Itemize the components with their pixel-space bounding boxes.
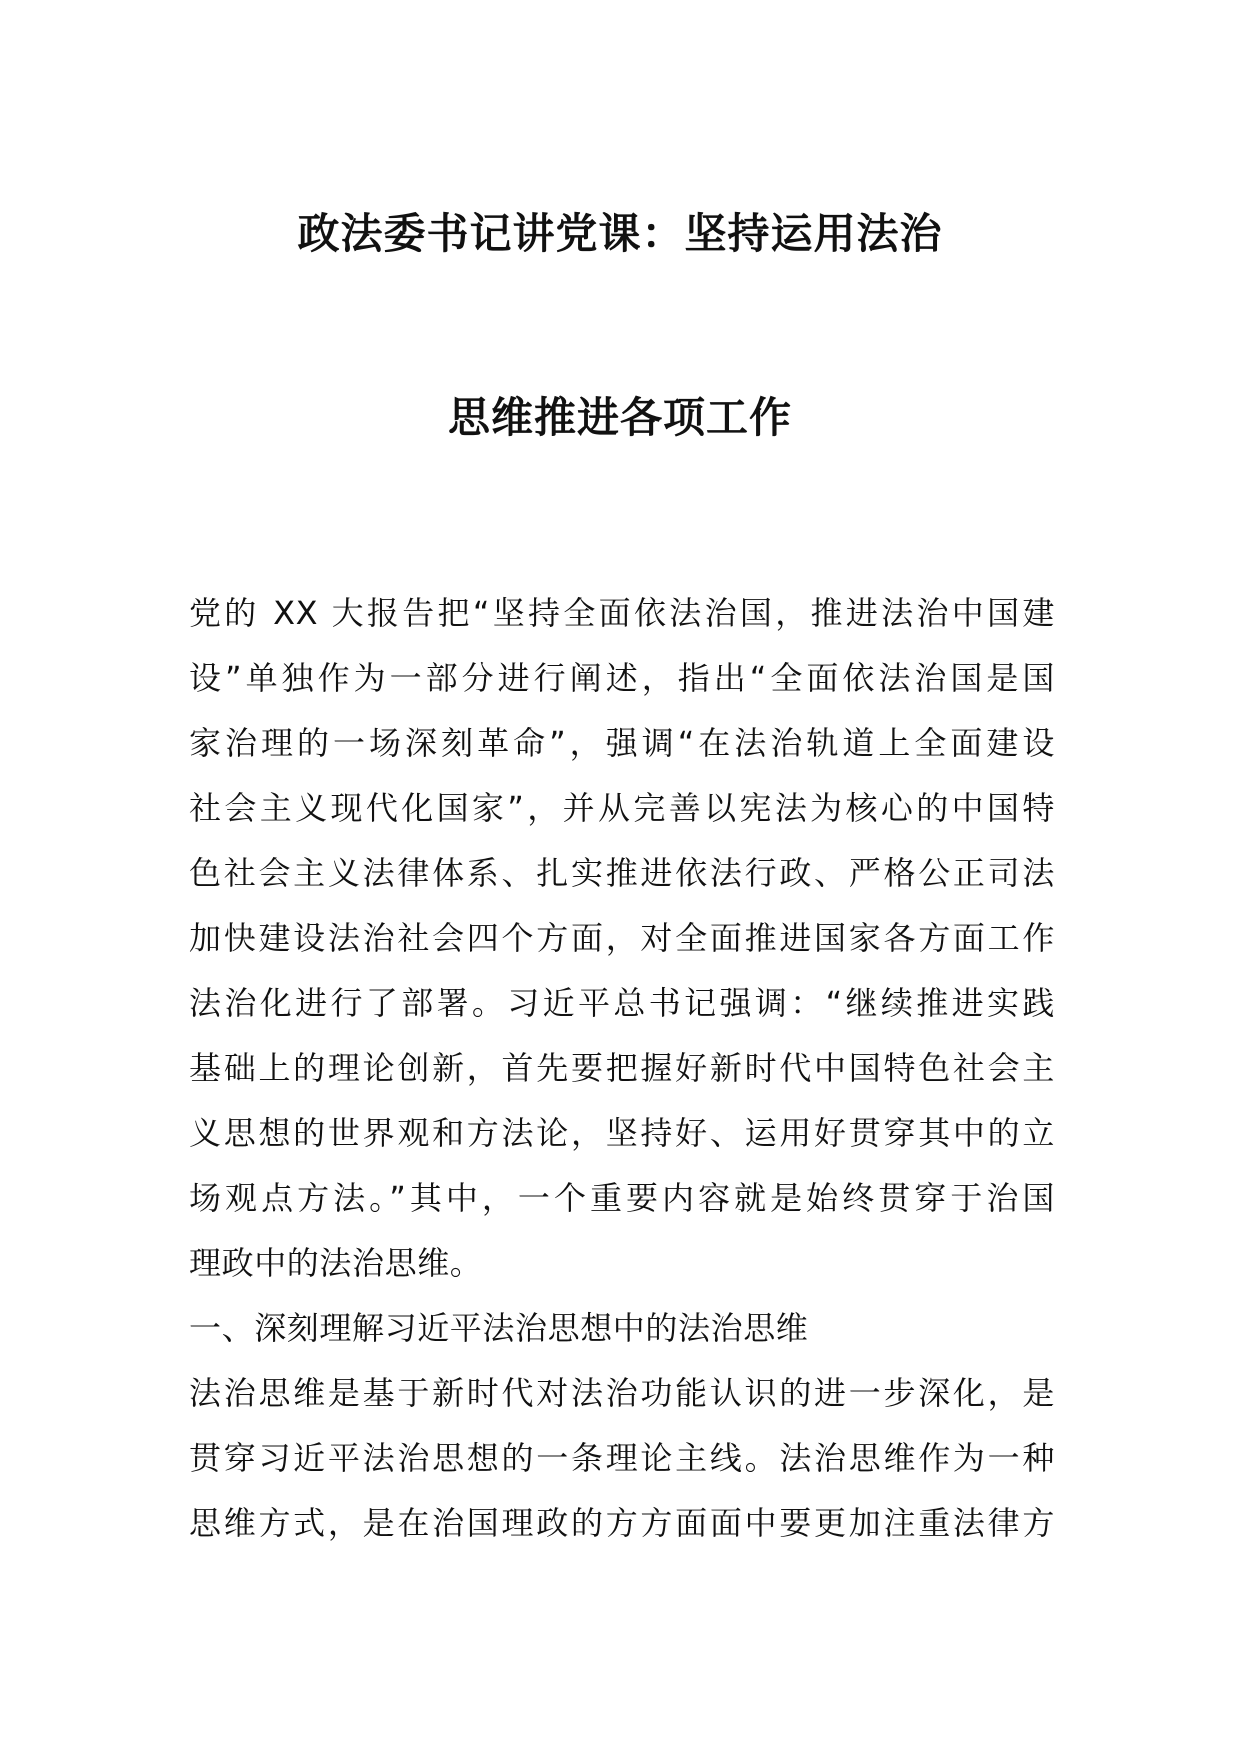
body-line: 设”单独作为一部分进行阐述，指出“全面依法治国是国 [189,659,1055,697]
body-line: 法治化进行了部署。习近平总书记强调：“继续推进实践 [189,984,1055,1022]
body-line: 场观点方法。”其中，一个重要内容就是始终贯穿于治国 [189,1179,1055,1217]
body-line: 色社会主义法律体系、扎实推进依法行政、严格公正司法 [189,854,1055,892]
body-line: 加快建设法治社会四个方面，对全面推进国家各方面工作 [189,919,1055,957]
document-body [189,581,1055,1556]
body-line: 党的 XX 大报告把“坚持全面依法治国，推进法治中国建 [189,594,1055,632]
paragraph-end-line: 理政中的法治思维。 [189,1244,483,1282]
document-title-line-1: 政法委书记讲党课：坚持运用法治 [297,209,943,258]
body-line: 社会主义现代化国家”，并从完善以宪法为核心的中国特 [189,789,1055,827]
body-line: 基础上的理论创新，首先要把握好新时代中国特色社会主 [189,1049,1055,1087]
body-line: 义思想的世界观和方法论，坚持好、运用好贯穿其中的立 [189,1114,1055,1152]
body-line: 法治思维是基于新时代对法治功能认识的进一步深化，是 [189,1374,1055,1412]
body-line: 家治理的一场深刻革命”，强调“在法治轨道上全面建设 [189,724,1055,762]
body-line: 思维方式，是在治国理政的方方面面中要更加注重法律方 [189,1504,1055,1542]
body-line: 贯穿习近平法治思想的一条理论主线。法治思维作为一种 [189,1439,1055,1477]
section-heading: 一、深刻理解习近平法治思想中的法治思维 [189,1309,809,1347]
document-title-line-2: 思维推进各项工作 [447,393,792,442]
